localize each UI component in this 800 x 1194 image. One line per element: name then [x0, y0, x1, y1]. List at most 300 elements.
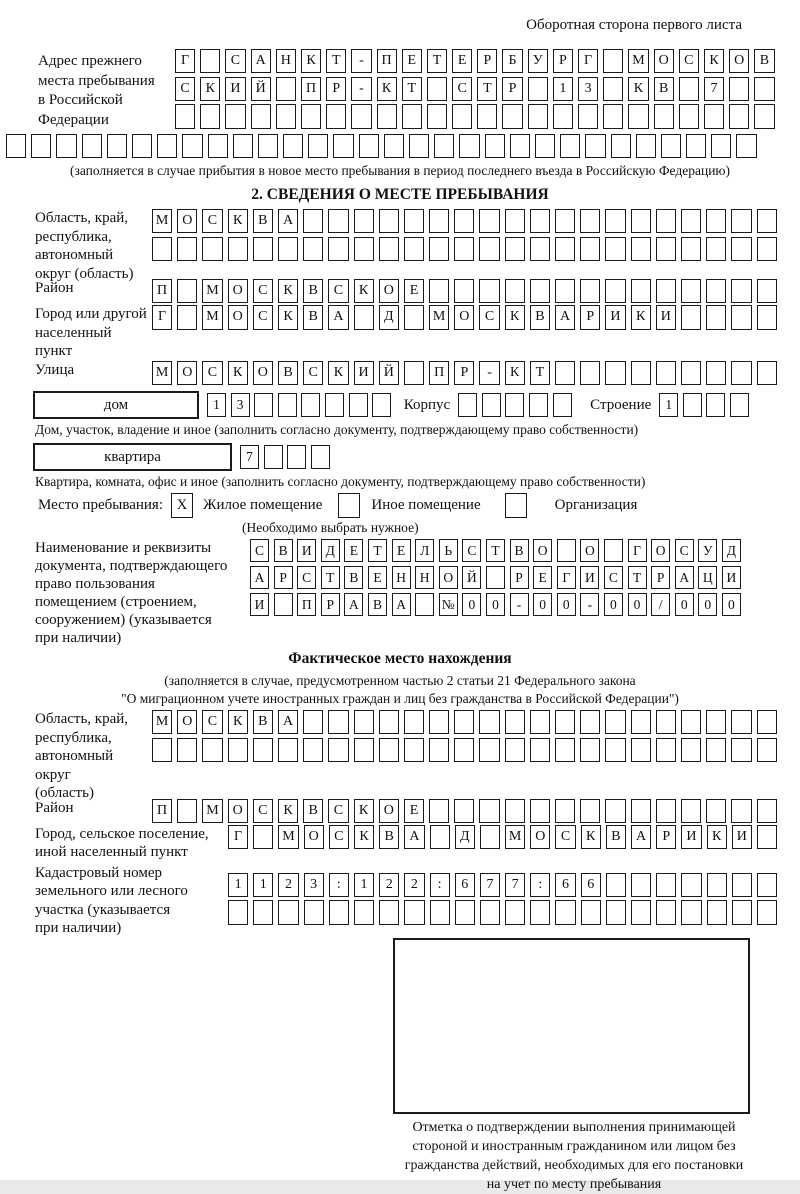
char-cell[interactable] — [452, 104, 472, 128]
char-cell[interactable] — [177, 305, 197, 329]
char-cell[interactable] — [177, 799, 197, 823]
char-cell[interactable] — [757, 900, 777, 924]
char-cell[interactable]: К — [200, 77, 220, 101]
char-cell[interactable] — [580, 799, 600, 823]
char-cell[interactable] — [706, 279, 726, 303]
char-cell[interactable] — [301, 393, 320, 416]
char-cell[interactable] — [681, 873, 701, 897]
char-cell[interactable]: Г — [175, 49, 195, 73]
char-cell[interactable] — [455, 900, 475, 924]
char-cell[interactable]: О — [253, 361, 273, 385]
char-cell[interactable] — [757, 738, 777, 762]
char-cell[interactable]: В — [274, 539, 293, 562]
char-cell[interactable]: 1 — [354, 873, 374, 897]
char-cell[interactable]: И — [354, 361, 374, 385]
char-cell[interactable] — [157, 134, 177, 158]
char-cell[interactable] — [274, 593, 293, 616]
char-cell[interactable] — [429, 209, 449, 233]
char-cell[interactable]: М — [429, 305, 449, 329]
char-cell[interactable] — [258, 134, 278, 158]
char-cell[interactable]: 2 — [278, 873, 298, 897]
char-cell[interactable] — [683, 393, 702, 416]
char-cell[interactable]: Р — [502, 77, 522, 101]
char-cell[interactable] — [605, 799, 625, 823]
char-cell[interactable]: К — [581, 825, 601, 849]
char-cell[interactable]: Н — [392, 566, 411, 589]
char-cell[interactable] — [580, 209, 600, 233]
char-cell[interactable]: Й — [462, 566, 481, 589]
char-cell[interactable] — [631, 873, 651, 897]
char-cell[interactable] — [605, 237, 625, 261]
char-cell[interactable] — [706, 237, 726, 261]
char-cell[interactable]: - — [479, 361, 499, 385]
char-cell[interactable]: 0 — [604, 593, 623, 616]
char-cell[interactable]: С — [303, 361, 323, 385]
char-cell[interactable]: П — [152, 799, 172, 823]
char-cell[interactable]: К — [328, 361, 348, 385]
char-cell[interactable] — [757, 799, 777, 823]
char-cell[interactable]: О — [729, 49, 749, 73]
char-cell[interactable] — [354, 710, 374, 734]
char-cell[interactable]: К — [628, 77, 648, 101]
char-cell[interactable] — [555, 900, 575, 924]
char-cell[interactable]: 0 — [675, 593, 694, 616]
char-cell[interactable]: Й — [251, 77, 271, 101]
char-cell[interactable]: : — [430, 873, 450, 897]
char-cell[interactable] — [681, 361, 701, 385]
char-cell[interactable] — [429, 738, 449, 762]
char-cell[interactable] — [731, 361, 751, 385]
char-cell[interactable]: Ц — [698, 566, 717, 589]
char-cell[interactable] — [177, 279, 197, 303]
char-cell[interactable] — [505, 279, 525, 303]
char-cell[interactable] — [454, 738, 474, 762]
char-cell[interactable] — [276, 104, 296, 128]
char-cell[interactable]: К — [228, 209, 248, 233]
char-cell[interactable]: С — [479, 305, 499, 329]
char-cell[interactable] — [329, 900, 349, 924]
char-cell[interactable] — [681, 738, 701, 762]
char-cell[interactable]: О — [177, 209, 197, 233]
char-cell[interactable] — [603, 77, 623, 101]
char-cell[interactable] — [175, 104, 195, 128]
char-cell[interactable]: М — [152, 209, 172, 233]
char-cell[interactable] — [264, 445, 283, 468]
char-cell[interactable] — [328, 237, 348, 261]
char-cell[interactable] — [379, 209, 399, 233]
char-cell[interactable]: - — [580, 593, 599, 616]
char-cell[interactable]: М — [202, 799, 222, 823]
char-cell[interactable]: 2 — [379, 873, 399, 897]
char-cell[interactable] — [311, 445, 330, 468]
char-cell[interactable]: Л — [415, 539, 434, 562]
char-cell[interactable]: 1 — [253, 873, 273, 897]
char-cell[interactable] — [505, 393, 524, 416]
char-cell[interactable] — [656, 873, 676, 897]
char-cell[interactable] — [631, 279, 651, 303]
char-cell[interactable] — [6, 134, 26, 158]
char-cell[interactable]: В — [368, 593, 387, 616]
char-cell[interactable] — [208, 134, 228, 158]
char-cell[interactable]: С — [253, 279, 273, 303]
char-cell[interactable] — [530, 900, 550, 924]
char-cell[interactable] — [631, 237, 651, 261]
char-cell[interactable] — [479, 710, 499, 734]
char-cell[interactable] — [505, 710, 525, 734]
char-cell[interactable]: 6 — [581, 873, 601, 897]
char-cell[interactable]: С — [462, 539, 481, 562]
char-cell[interactable] — [681, 305, 701, 329]
char-cell[interactable]: Д — [379, 305, 399, 329]
char-cell[interactable] — [429, 237, 449, 261]
char-cell[interactable]: А — [251, 49, 271, 73]
char-cell[interactable]: О — [177, 710, 197, 734]
checkbox-inoe[interactable] — [338, 493, 360, 518]
char-cell[interactable]: Д — [455, 825, 475, 849]
char-cell[interactable]: О — [651, 539, 670, 562]
char-cell[interactable]: Е — [402, 49, 422, 73]
char-cell[interactable]: У — [698, 539, 717, 562]
char-cell[interactable] — [603, 104, 623, 128]
char-cell[interactable]: В — [303, 305, 323, 329]
char-cell[interactable] — [656, 237, 676, 261]
char-cell[interactable] — [605, 710, 625, 734]
char-cell[interactable] — [253, 825, 273, 849]
char-cell[interactable]: К — [377, 77, 397, 101]
char-cell[interactable]: К — [354, 825, 374, 849]
char-cell[interactable]: М — [152, 361, 172, 385]
char-cell[interactable]: И — [250, 593, 269, 616]
char-cell[interactable] — [486, 566, 505, 589]
char-cell[interactable] — [656, 738, 676, 762]
char-cell[interactable] — [253, 738, 273, 762]
char-cell[interactable] — [404, 361, 424, 385]
char-cell[interactable] — [251, 104, 271, 128]
char-cell[interactable]: К — [704, 49, 724, 73]
char-cell[interactable] — [757, 305, 777, 329]
char-cell[interactable]: В — [278, 361, 298, 385]
char-cell[interactable]: 3 — [578, 77, 598, 101]
char-cell[interactable] — [681, 279, 701, 303]
char-cell[interactable]: - — [351, 77, 371, 101]
char-cell[interactable]: 1 — [207, 393, 226, 416]
char-cell[interactable] — [301, 104, 321, 128]
char-cell[interactable] — [731, 209, 751, 233]
char-cell[interactable] — [754, 77, 774, 101]
char-cell[interactable] — [606, 873, 626, 897]
char-cell[interactable]: Т — [368, 539, 387, 562]
char-cell[interactable] — [555, 237, 575, 261]
char-cell[interactable] — [757, 361, 777, 385]
char-cell[interactable] — [458, 393, 477, 416]
char-cell[interactable]: О — [580, 539, 599, 562]
char-cell[interactable]: Г — [152, 305, 172, 329]
char-cell[interactable]: Е — [404, 279, 424, 303]
char-cell[interactable] — [359, 134, 379, 158]
char-cell[interactable]: П — [152, 279, 172, 303]
char-cell[interactable]: А — [250, 566, 269, 589]
char-cell[interactable]: Т — [530, 361, 550, 385]
char-cell[interactable] — [505, 209, 525, 233]
char-cell[interactable]: П — [297, 593, 316, 616]
char-cell[interactable] — [553, 104, 573, 128]
char-cell[interactable]: К — [631, 305, 651, 329]
char-cell[interactable]: Е — [452, 49, 472, 73]
char-cell[interactable] — [631, 209, 651, 233]
char-cell[interactable]: С — [328, 279, 348, 303]
char-cell[interactable] — [553, 393, 572, 416]
char-cell[interactable]: 7 — [505, 873, 525, 897]
char-cell[interactable]: Ь — [439, 539, 458, 562]
char-cell[interactable] — [606, 900, 626, 924]
char-cell[interactable] — [354, 738, 374, 762]
char-cell[interactable]: В — [510, 539, 529, 562]
char-cell[interactable]: : — [329, 873, 349, 897]
char-cell[interactable] — [107, 134, 127, 158]
char-cell[interactable]: Е — [533, 566, 552, 589]
char-cell[interactable] — [477, 104, 497, 128]
char-cell[interactable] — [228, 900, 248, 924]
char-cell[interactable] — [415, 593, 434, 616]
char-cell[interactable]: Р — [553, 49, 573, 73]
char-cell[interactable]: О — [304, 825, 324, 849]
char-cell[interactable] — [656, 799, 676, 823]
char-cell[interactable]: В — [303, 799, 323, 823]
char-cell[interactable]: / — [651, 593, 670, 616]
char-cell[interactable] — [580, 361, 600, 385]
char-cell[interactable]: Т — [486, 539, 505, 562]
char-cell[interactable]: К — [228, 361, 248, 385]
char-cell[interactable]: В — [530, 305, 550, 329]
char-cell[interactable] — [580, 279, 600, 303]
char-cell[interactable] — [605, 209, 625, 233]
char-cell[interactable] — [326, 104, 346, 128]
char-cell[interactable] — [480, 900, 500, 924]
char-cell[interactable] — [479, 738, 499, 762]
char-cell[interactable]: М — [505, 825, 525, 849]
char-cell[interactable]: М — [202, 279, 222, 303]
char-cell[interactable]: Р — [477, 49, 497, 73]
char-cell[interactable]: Д — [321, 539, 340, 562]
char-cell[interactable] — [287, 445, 306, 468]
char-cell[interactable]: В — [654, 77, 674, 101]
char-cell[interactable]: И — [681, 825, 701, 849]
char-cell[interactable]: М — [202, 305, 222, 329]
char-cell[interactable] — [354, 209, 374, 233]
char-cell[interactable] — [731, 799, 751, 823]
char-cell[interactable]: А — [404, 825, 424, 849]
char-cell[interactable] — [730, 393, 749, 416]
char-cell[interactable] — [757, 825, 777, 849]
char-cell[interactable]: 2 — [404, 873, 424, 897]
char-cell[interactable] — [479, 799, 499, 823]
char-cell[interactable] — [303, 209, 323, 233]
checkbox-zhiloe[interactable]: X — [171, 493, 193, 518]
char-cell[interactable] — [555, 361, 575, 385]
char-cell[interactable] — [530, 209, 550, 233]
char-cell[interactable]: Б — [502, 49, 522, 73]
char-cell[interactable] — [200, 104, 220, 128]
char-cell[interactable] — [505, 738, 525, 762]
char-cell[interactable] — [681, 710, 701, 734]
char-cell[interactable]: В — [303, 279, 323, 303]
char-cell[interactable] — [253, 237, 273, 261]
char-cell[interactable] — [656, 900, 676, 924]
char-cell[interactable]: С — [253, 799, 273, 823]
char-cell[interactable] — [225, 104, 245, 128]
char-cell[interactable] — [681, 237, 701, 261]
char-cell[interactable]: 0 — [698, 593, 717, 616]
char-cell[interactable]: К — [707, 825, 727, 849]
char-cell[interactable] — [379, 738, 399, 762]
char-cell[interactable] — [404, 710, 424, 734]
char-cell[interactable]: Р — [580, 305, 600, 329]
char-cell[interactable] — [530, 710, 550, 734]
char-cell[interactable] — [427, 104, 447, 128]
char-cell[interactable] — [585, 134, 605, 158]
char-cell[interactable]: Т — [427, 49, 447, 73]
char-cell[interactable] — [202, 237, 222, 261]
char-cell[interactable] — [82, 134, 102, 158]
char-cell[interactable] — [200, 49, 220, 73]
char-cell[interactable] — [631, 900, 651, 924]
char-cell[interactable]: К — [505, 361, 525, 385]
char-cell[interactable]: К — [301, 49, 321, 73]
char-cell[interactable] — [283, 134, 303, 158]
char-cell[interactable] — [454, 279, 474, 303]
char-cell[interactable] — [631, 738, 651, 762]
char-cell[interactable]: С — [202, 209, 222, 233]
char-cell[interactable] — [402, 104, 422, 128]
char-cell[interactable] — [681, 799, 701, 823]
char-cell[interactable] — [454, 237, 474, 261]
char-cell[interactable]: О — [530, 825, 550, 849]
char-cell[interactable]: В — [379, 825, 399, 849]
char-cell[interactable] — [177, 237, 197, 261]
char-cell[interactable] — [479, 237, 499, 261]
char-cell[interactable] — [328, 209, 348, 233]
char-cell[interactable] — [254, 393, 273, 416]
char-cell[interactable]: В — [253, 209, 273, 233]
char-cell[interactable]: О — [654, 49, 674, 73]
char-cell[interactable]: А — [278, 209, 298, 233]
char-cell[interactable] — [379, 237, 399, 261]
char-cell[interactable] — [434, 134, 454, 158]
char-cell[interactable]: 0 — [533, 593, 552, 616]
char-cell[interactable] — [661, 134, 681, 158]
char-cell[interactable]: 0 — [462, 593, 481, 616]
char-cell[interactable]: Р — [656, 825, 676, 849]
char-cell[interactable]: 3 — [231, 393, 250, 416]
char-cell[interactable] — [578, 104, 598, 128]
char-cell[interactable]: С — [297, 566, 316, 589]
char-cell[interactable] — [535, 134, 555, 158]
char-cell[interactable] — [732, 873, 752, 897]
char-cell[interactable]: М — [628, 49, 648, 73]
char-cell[interactable] — [679, 104, 699, 128]
char-cell[interactable] — [152, 237, 172, 261]
char-cell[interactable] — [354, 900, 374, 924]
char-cell[interactable]: И — [297, 539, 316, 562]
char-cell[interactable]: С — [225, 49, 245, 73]
char-cell[interactable]: 0 — [557, 593, 576, 616]
char-cell[interactable] — [384, 134, 404, 158]
char-cell[interactable] — [233, 134, 253, 158]
char-cell[interactable] — [754, 104, 774, 128]
char-cell[interactable]: 3 — [304, 873, 324, 897]
char-cell[interactable]: 7 — [240, 445, 259, 468]
char-cell[interactable] — [679, 77, 699, 101]
char-cell[interactable] — [454, 710, 474, 734]
char-cell[interactable]: П — [429, 361, 449, 385]
char-cell[interactable]: А — [328, 305, 348, 329]
char-cell[interactable]: А — [675, 566, 694, 589]
char-cell[interactable]: А — [555, 305, 575, 329]
char-cell[interactable]: 6 — [555, 873, 575, 897]
char-cell[interactable] — [505, 237, 525, 261]
char-cell[interactable] — [528, 77, 548, 101]
char-cell[interactable]: К — [278, 279, 298, 303]
char-cell[interactable]: Р — [651, 566, 670, 589]
char-cell[interactable] — [706, 738, 726, 762]
char-cell[interactable]: № — [439, 593, 458, 616]
char-cell[interactable]: К — [228, 710, 248, 734]
char-cell[interactable]: В — [606, 825, 626, 849]
char-cell[interactable] — [686, 134, 706, 158]
char-cell[interactable] — [379, 900, 399, 924]
char-cell[interactable] — [278, 900, 298, 924]
char-cell[interactable]: С — [452, 77, 472, 101]
char-cell[interactable]: О — [379, 279, 399, 303]
char-cell[interactable] — [757, 710, 777, 734]
char-cell[interactable]: - — [351, 49, 371, 73]
char-cell[interactable] — [555, 279, 575, 303]
char-cell[interactable]: О — [454, 305, 474, 329]
char-cell[interactable]: Р — [454, 361, 474, 385]
char-cell[interactable]: Т — [326, 49, 346, 73]
char-cell[interactable] — [707, 873, 727, 897]
char-cell[interactable]: 0 — [628, 593, 647, 616]
char-cell[interactable] — [430, 825, 450, 849]
char-cell[interactable] — [429, 279, 449, 303]
char-cell[interactable] — [429, 710, 449, 734]
char-cell[interactable]: Д — [722, 539, 741, 562]
char-cell[interactable] — [530, 279, 550, 303]
char-cell[interactable]: Р — [510, 566, 529, 589]
char-cell[interactable] — [530, 237, 550, 261]
char-cell[interactable]: Е — [344, 539, 363, 562]
char-cell[interactable]: К — [354, 279, 374, 303]
char-cell[interactable]: Е — [368, 566, 387, 589]
char-cell[interactable]: И — [580, 566, 599, 589]
char-cell[interactable] — [278, 237, 298, 261]
char-cell[interactable]: О — [228, 799, 248, 823]
char-cell[interactable]: : — [530, 873, 550, 897]
char-cell[interactable]: 0 — [486, 593, 505, 616]
char-cell[interactable] — [631, 799, 651, 823]
char-cell[interactable] — [479, 279, 499, 303]
char-cell[interactable] — [656, 710, 676, 734]
char-cell[interactable]: С — [604, 566, 623, 589]
char-cell[interactable]: О — [533, 539, 552, 562]
char-cell[interactable] — [304, 900, 324, 924]
char-cell[interactable] — [557, 539, 576, 562]
char-cell[interactable] — [731, 279, 751, 303]
char-cell[interactable] — [379, 710, 399, 734]
char-cell[interactable]: Р — [321, 593, 340, 616]
char-cell[interactable] — [555, 710, 575, 734]
char-cell[interactable] — [349, 393, 368, 416]
